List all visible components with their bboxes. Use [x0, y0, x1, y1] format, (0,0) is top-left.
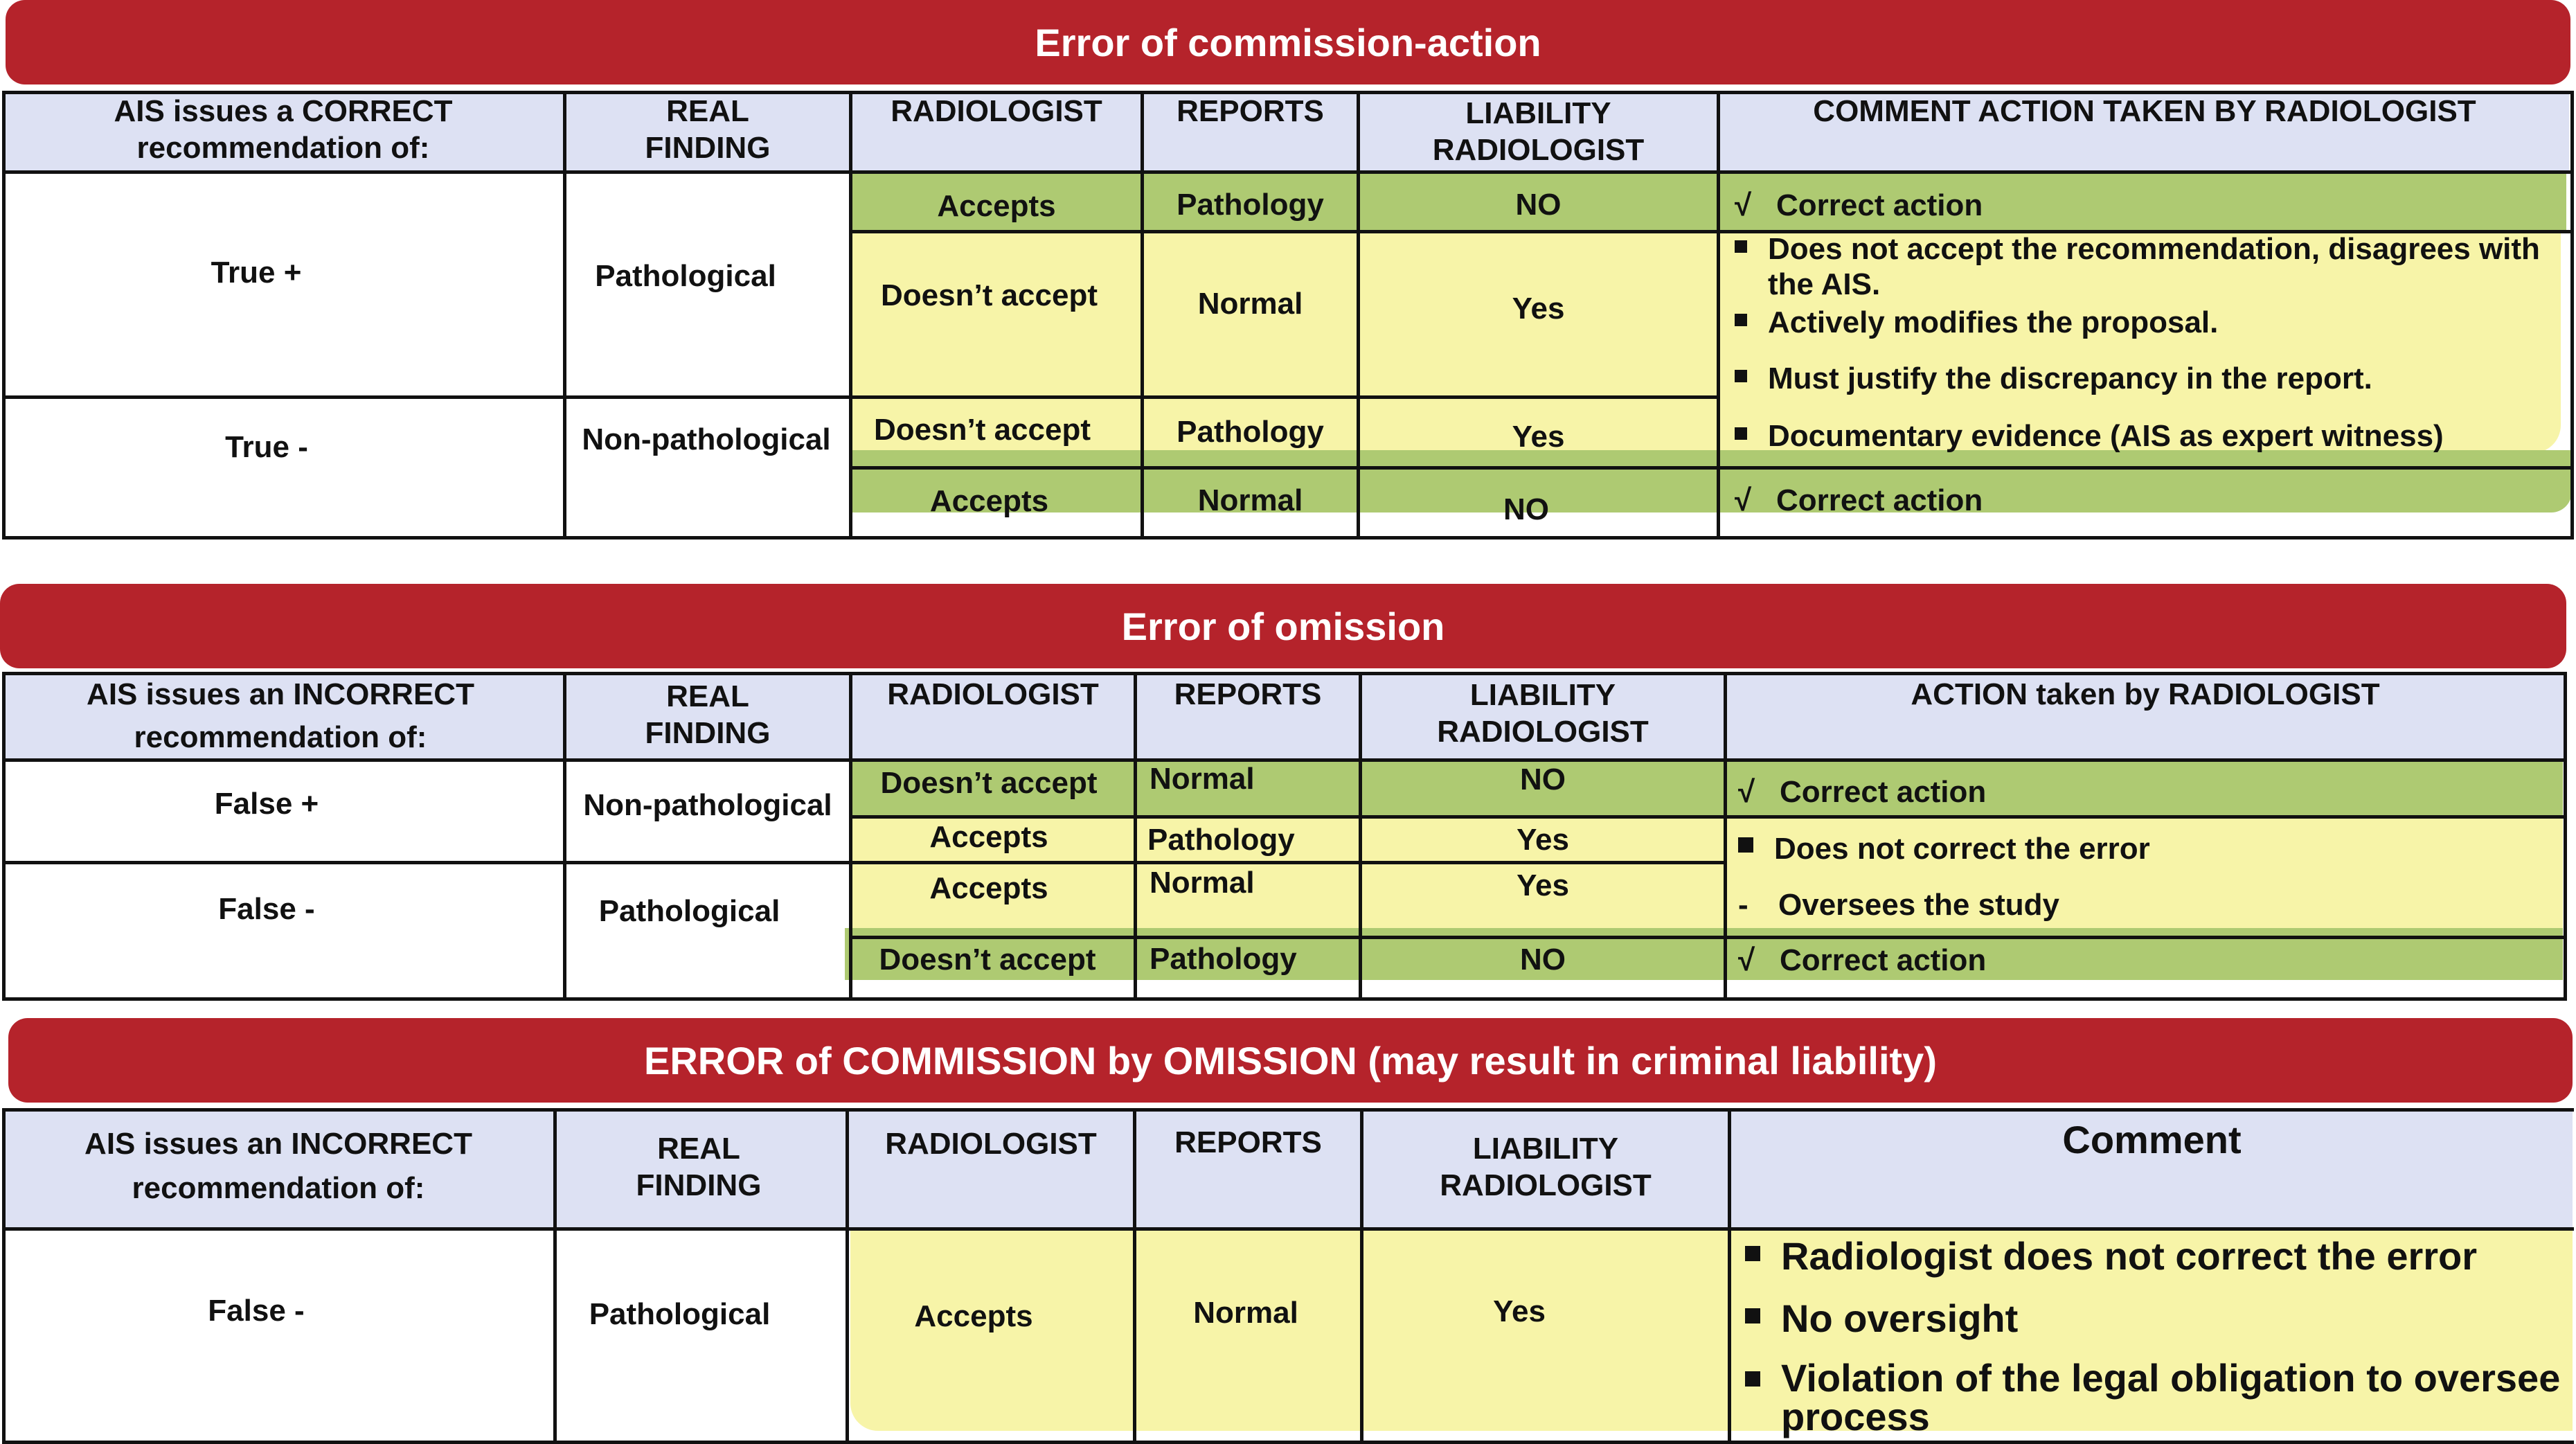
s1-row1-finding: Pathological	[595, 259, 776, 293]
s3-header-reports: REPORTS	[1174, 1125, 1322, 1159]
s2-row1-ais: False +	[214, 787, 319, 821]
check-icon: √	[1738, 775, 1755, 809]
square-bullet-icon	[1735, 314, 1747, 326]
s1-header-liability: LIABILITY RADIOLOGIST	[1432, 96, 1645, 167]
square-bullet-icon	[1745, 1246, 1760, 1261]
s1-comment-correct-2: √ Correct action	[1735, 483, 1983, 517]
s1-bullet-2: Actively modifies the proposal.	[1735, 305, 2218, 341]
section2-banner	[0, 584, 2566, 668]
s3-row-ais: False -	[208, 1294, 305, 1328]
s1-header-finding: REAL FINDING	[645, 94, 771, 165]
s3-header-radiologist: RADIOLOGIST	[885, 1127, 1097, 1161]
s1-row2-ais: True -	[225, 430, 308, 464]
dash-icon: -	[1738, 888, 1748, 922]
square-bullet-icon	[1738, 837, 1753, 853]
s1-sub2-radiologist: Doesn’t accept	[881, 278, 1098, 312]
s3-header-liability: LIABILITY RADIOLOGIST	[1440, 1132, 1652, 1202]
s2-sub3-reports: Normal	[1150, 866, 1255, 900]
s1-sub3-reports: Pathology	[1177, 415, 1324, 449]
s1-header-ais: AIS issues a CORRECT recommendation of:	[114, 94, 453, 165]
s1-sub1-radiologist: Accepts	[937, 189, 1056, 223]
s1-sub1-reports: Pathology	[1177, 188, 1324, 222]
s2-header-liability: LIABILITY RADIOLOGIST	[1437, 678, 1649, 749]
square-bullet-icon	[1745, 1308, 1760, 1323]
s1-comment-correct-1: √ Correct action	[1735, 188, 1983, 222]
s1-row2-finding: Non-pathological	[582, 422, 831, 456]
section1-title: Error of commission-action	[1035, 20, 1541, 64]
s1-sub4-liability: NO	[1503, 492, 1549, 526]
s1-sub1-liability: NO	[1515, 188, 1562, 222]
s2-sub3-liability: Yes	[1517, 868, 1569, 902]
s2-comment-correct-2: √ Correct action	[1738, 943, 1987, 977]
s2-row2-ais: False -	[218, 892, 315, 926]
s2-header-radiologist: RADIOLOGIST	[887, 677, 1099, 711]
s1-sub4-radiologist: Accepts	[929, 484, 1049, 518]
section3-title: ERROR of COMMISSION by OMISSION (may result in criminal liability)	[644, 1038, 1937, 1082]
s2-sub3-radiologist: Accepts	[929, 871, 1048, 905]
s1-sub4-reports: Normal	[1197, 483, 1303, 517]
s1-sub3-liability: Yes	[1512, 420, 1565, 454]
s3-row-liability: Yes	[1493, 1294, 1546, 1328]
s2-row1-finding: Non-pathological	[583, 788, 832, 822]
s1-sub3-radiologist: Doesn’t accept	[874, 413, 1091, 447]
square-bullet-icon	[1735, 240, 1747, 253]
s1-sub2-liability: Yes	[1512, 292, 1565, 326]
s1-bullet-1-text: Does not accept the recommendation, disagrees with the AIS.	[1768, 232, 2540, 301]
s1-row1-ais: True +	[211, 256, 302, 289]
s3-bullet-2: No oversight	[1745, 1296, 2018, 1341]
s2-sub1-radiologist: Doesn’t accept	[880, 766, 1098, 800]
s3-header-comment: Comment	[2062, 1118, 2242, 1161]
s1-bullet-4: Documentary evidence (AIS as expert witness)	[1735, 419, 2444, 454]
section1-banner	[6, 0, 2570, 84]
check-icon: √	[1735, 483, 1752, 517]
section3-banner	[8, 1018, 2573, 1103]
check-icon: √	[1735, 188, 1752, 222]
s3-row-reports: Normal	[1193, 1296, 1298, 1330]
section2-title: Error of omission	[1121, 604, 1445, 648]
s2-header-reports: REPORTS	[1174, 677, 1322, 711]
square-bullet-icon	[1735, 427, 1747, 440]
s3-bullet-3: Violation of the legal obligation to oversee process	[1745, 1359, 2576, 1436]
s3-header-finding: REAL FINDING	[636, 1132, 762, 1202]
s2-bullet-2: - Oversees the study	[1738, 888, 2059, 922]
s2-sub4-liability: NO	[1520, 943, 1566, 977]
s3-row-radiologist: Accepts	[914, 1299, 1033, 1333]
s2-sub1-liability: NO	[1520, 763, 1566, 796]
s2-sub4-radiologist: Doesn’t accept	[879, 943, 1096, 977]
s2-comment-correct-1: √ Correct action	[1738, 775, 1987, 809]
s2-header-ais: AIS issues an INCORRECT recommendation of:	[87, 677, 474, 755]
s1-header-comment: COMMENT ACTION TAKEN BY RADIOLOGIST	[1813, 94, 2476, 128]
s3-row-finding: Pathological	[589, 1297, 771, 1331]
s1-bullet-1	[1735, 232, 2576, 302]
s3-header-ais: AIS issues an INCORRECT recommendation of:	[84, 1127, 472, 1205]
s2-header-finding: REAL FINDING	[645, 679, 771, 750]
s2-row2-finding: Pathological	[598, 894, 780, 928]
square-bullet-icon	[1745, 1371, 1760, 1387]
s2-sub2-liability: Yes	[1517, 823, 1569, 857]
s2-header-action: ACTION taken by RADIOLOGIST	[1911, 677, 2380, 711]
s1-header-radiologist: RADIOLOGIST	[891, 94, 1102, 128]
s1-sub2-reports: Normal	[1197, 287, 1303, 321]
s1-bullet-3: Must justify the discrepancy in the report.	[1735, 362, 2372, 397]
s2-sub2-radiologist: Accepts	[929, 820, 1048, 854]
s2-sub2-reports: Pathology	[1147, 823, 1295, 857]
square-bullet-icon	[1735, 370, 1747, 382]
s2-sub4-reports: Pathology	[1150, 942, 1297, 976]
check-icon: √	[1738, 943, 1755, 977]
s3-bullet-1: Radiologist does not correct the error	[1745, 1234, 2477, 1278]
s2-sub1-reports: Normal	[1150, 762, 1255, 796]
s2-bullet-1: Does not correct the error	[1738, 832, 2150, 867]
s1-header-reports: REPORTS	[1177, 94, 1324, 128]
